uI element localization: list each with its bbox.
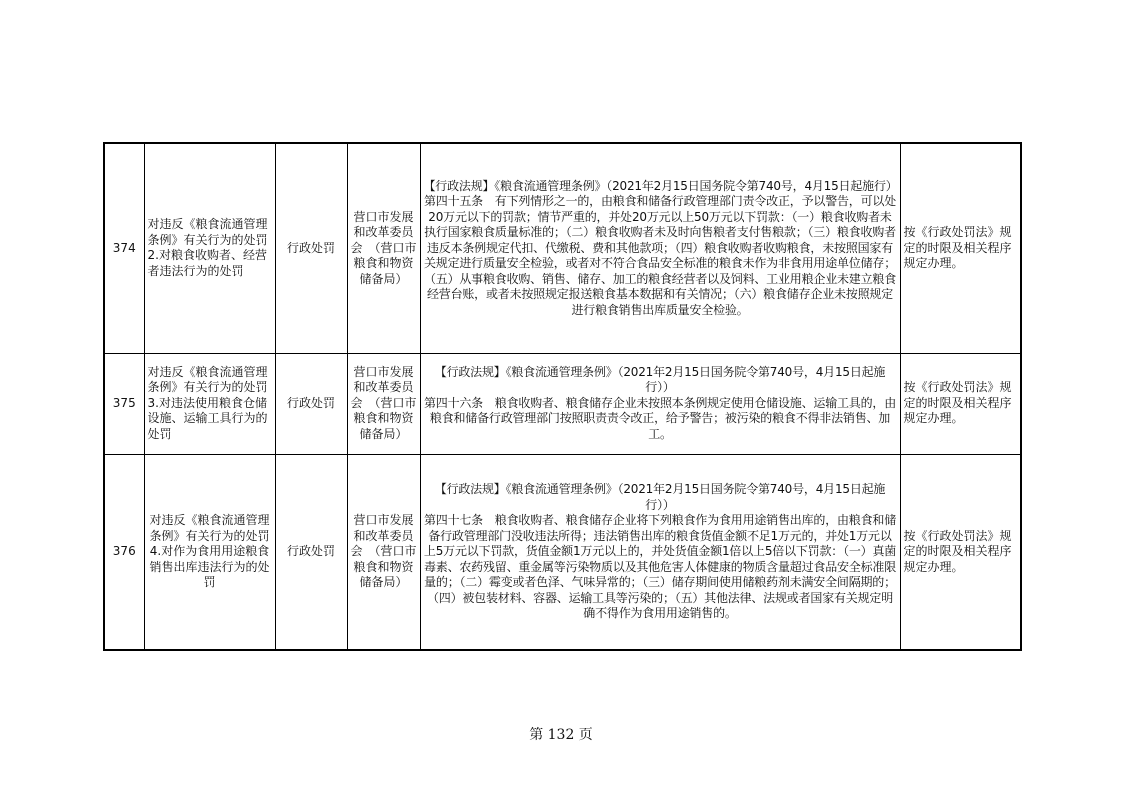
page-number: 第 132 页 [529, 727, 593, 743]
basis-title: 【行政法规】《粮食流通管理条例》（2021年2月15日国务院令第740号，4月15日起施行）） [434, 364, 886, 395]
row-number: 376 [104, 454, 144, 650]
table-row [104, 454, 1021, 650]
item-type: 行政处罚 [275, 454, 347, 650]
table-row [104, 143, 1021, 353]
item-name-cell [144, 143, 275, 353]
basis-body: 第四十五条 有下列情形之一的，由粮食和储备行政管理部门责令改正，予以警告，可以处20万元以下的罚款；情节严重的，并处20万元以上50万元以下罚款：（一）粮食收购者未执行国家粮食质量标准的；（二）粮食收购者未及时向售粮者支付售粮款；（三）粮食收购者违反本条例规定代扣、代缴税、费和其他款项；（四）粮食收购者收购粮食，未按照国家有关规定进行质量安全检验，或者对不符合食品安全标准的粮食未作为非食用用途单位储存；（五）从事粮食收购、销售、储存、加工的粮食经营者以及饲料、工业用粮企业未建立粮食经营台账，或者未按照规定报送粮食基本数据和有关情况；（六）粮食储存企业未按照规定进行粮食销售出库质量安全检验。 [423, 194, 896, 317]
basis-title: 【行政法规】《粮食流通管理条例》（2021年2月15日国务院令第740号，4月15日起施行） [423, 178, 898, 193]
item-title: 对违反《粮食流通管理条例》有关行为的处罚 [147, 364, 268, 395]
procedure: 按《行政处罚法》规定的时限及相关程序规定办理。 [900, 454, 1021, 650]
item-title: 对违反《粮食流通管理条例》有关行为的处罚 [149, 513, 270, 543]
enforcement-table [103, 142, 1022, 651]
row-number: 375 [104, 353, 144, 454]
item-subtitle: 3.对违法使用粮食仓储设施、运输工具行为的处罚 [147, 395, 268, 441]
item-type: 行政处罚 [275, 353, 347, 454]
procedure: 按《行政处罚法》规定的时限及相关程序规定办理。 [900, 353, 1021, 454]
item-type: 行政处罚 [275, 143, 347, 353]
item-subtitle: 4.对作为食用用途粮食销售出库违法行为的处罚 [149, 544, 270, 589]
item-title: 对违反《粮食流通管理条例》有关行为的处罚 [147, 217, 268, 247]
basis-body: 第四十六条 粮食收购者、粮食储存企业未按照本条例规定使用仓储设施、运输工具的，由粮食和储备行政管理部门按照职责责令改正，给予警告；被污染的粮食不得非法销售、加工。 [423, 395, 896, 441]
row-number: 374 [104, 143, 144, 353]
procedure: 按《行政处罚法》规定的时限及相关程序规定办理。 [900, 143, 1021, 353]
basis-body: 第四十七条 粮食收购者、粮食储存企业将下列粮食作为食用用途销售出库的，由粮食和储备行政管理部门没收违法所得；违法销售出库的粮食货值金额不足1万元的，并处1万元以上5万元以下罚款，货值金额1万元以上的，并处货值金额1倍以上5倍以下罚款：（一）真菌毒素、农药残留、重金属等污染物质以及其他危害人体健康的物质含量超过食品安全标准限量的；（二）霉变或者色泽、气味异常的；（三）储存期间使用储粮药剂未满安全间隔期的；（四）被包装材料、容器、运输工具等污染的；（五）其他法律、法规或者国家有关规定明确不得作为食用用途销售的。 [423, 513, 897, 620]
table-row [104, 353, 1021, 454]
basis-title: 【行政法规】《粮食流通管理条例》（2021年2月15日国务院令第740号，4月15日起施行）） [434, 482, 886, 512]
legal-basis-cell [420, 454, 900, 650]
item-name-cell [144, 454, 275, 650]
legal-basis-cell [420, 143, 900, 353]
item-name-cell [144, 353, 275, 454]
legal-basis-cell [420, 353, 900, 454]
department: 营口市发展和改革委员会 （营口市粮食和物资储备局） [347, 353, 420, 454]
department: 营口市发展和改革委员会 （营口市粮食和物资储备局） [347, 143, 420, 353]
item-subtitle: 2.对粮食收购者、经营者违法行为的处罚 [147, 248, 267, 278]
department: 营口市发展和改革委员会 （营口市粮食和物资储备局） [347, 454, 420, 650]
